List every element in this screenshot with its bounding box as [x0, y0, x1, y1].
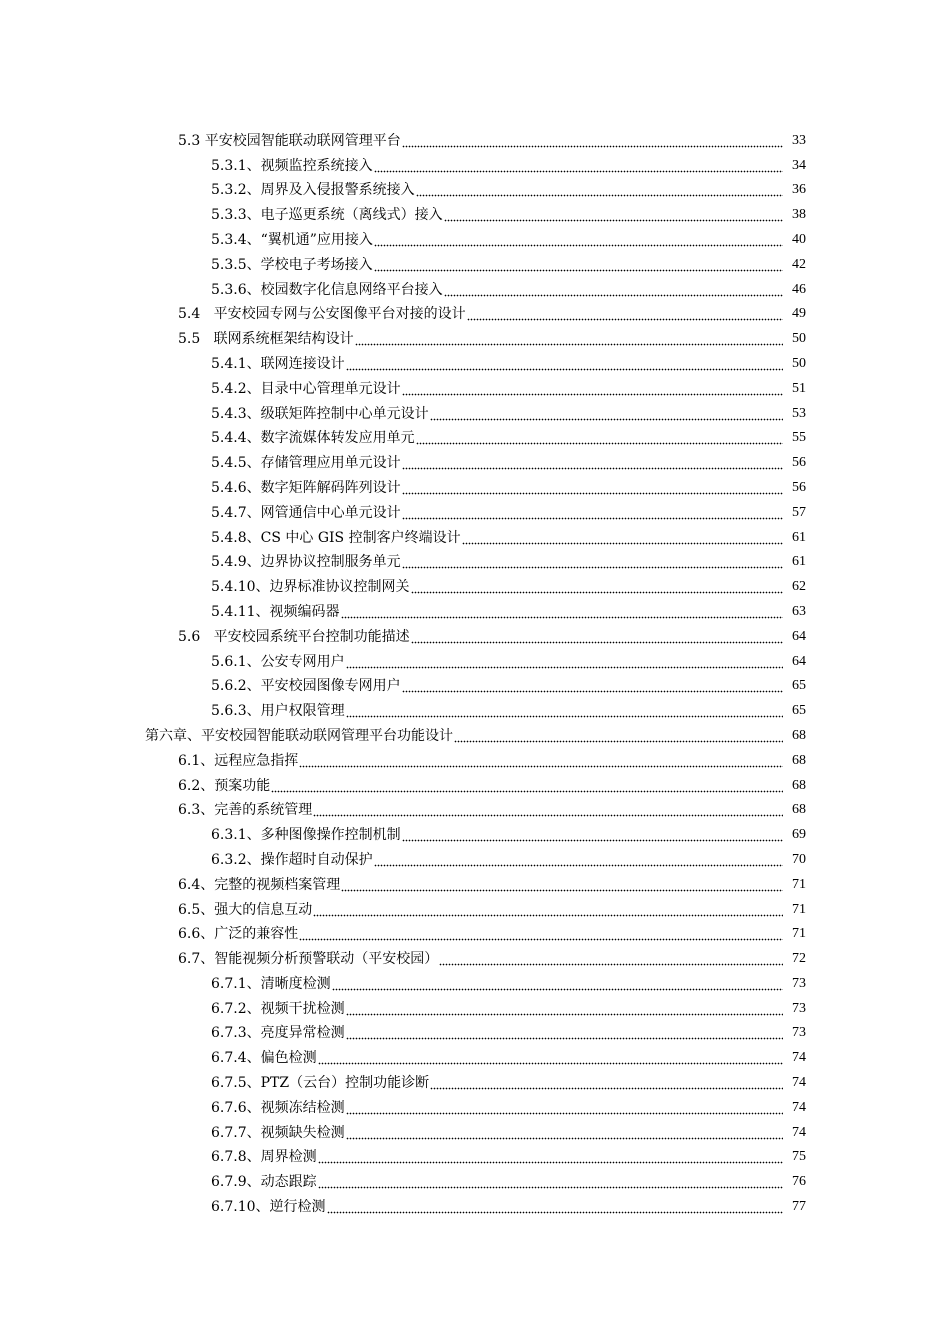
dot-leader	[402, 380, 783, 398]
toc-page-number: 50	[792, 331, 806, 347]
toc-entry-title: 5.6.1、公安专网用户	[211, 653, 345, 670]
toc-entry[interactable]	[0, 497, 950, 522]
toc-entry-title: 6.3.2、操作超时自动保护	[211, 851, 373, 868]
toc-entry-title: 6.6、广泛的兼容性	[178, 926, 299, 943]
toc-entry[interactable]	[0, 646, 950, 671]
toc-entry-title: 6.7.6、视频冻结检测	[211, 1099, 345, 1116]
toc-entry[interactable]	[0, 671, 950, 696]
toc-entry[interactable]	[0, 844, 950, 869]
toc-entry-title: 5.6 平安校园系统平台控制功能描述	[178, 628, 410, 645]
toc-entry[interactable]	[0, 299, 950, 324]
toc-page-number: 46	[792, 281, 806, 297]
toc-page-number: 72	[792, 951, 806, 967]
toc-entry-title: 6.4、完整的视频档案管理	[178, 876, 341, 893]
toc-entry[interactable]	[0, 274, 950, 299]
dot-leader	[402, 454, 783, 472]
dot-leader	[346, 355, 783, 373]
toc-entry[interactable]	[0, 447, 950, 472]
toc-entry[interactable]	[0, 175, 950, 200]
dot-leader	[271, 777, 783, 795]
toc-entry-title: 5.4.1、联网连接设计	[211, 355, 345, 372]
toc-page-number: 68	[792, 727, 806, 743]
toc-page-number: 75	[792, 1149, 806, 1165]
toc-entry-title: 6.3、完善的系统管理	[178, 802, 313, 819]
toc-entry[interactable]	[0, 150, 950, 175]
toc-page-number: 42	[792, 256, 806, 272]
toc-entry-title: 5.4.6、数字矩阵解码阵列设计	[211, 479, 401, 496]
toc-entry[interactable]	[0, 323, 950, 348]
toc-entry[interactable]	[0, 348, 950, 373]
dot-leader	[454, 727, 783, 745]
toc-page-number: 36	[792, 182, 806, 198]
toc-entry-title: 6.7.5、PTZ（云台）控制功能诊断	[211, 1075, 430, 1092]
toc-page-number: 71	[792, 901, 806, 917]
toc-entry[interactable]	[0, 472, 950, 497]
toc-entry-title: 6.7.9、动态跟踪	[211, 1174, 317, 1191]
toc-page-number: 34	[792, 157, 806, 173]
toc-entry-title: 6.7.7、视频缺失检测	[211, 1124, 345, 1141]
dot-leader	[439, 950, 783, 968]
toc-entry-title: 5.3.5、学校电子考场接入	[211, 256, 373, 273]
toc-entry[interactable]	[0, 621, 950, 646]
toc-page-number: 74	[792, 1124, 806, 1140]
toc-page-number: 61	[792, 554, 806, 570]
toc-entry[interactable]	[0, 869, 950, 894]
dot-leader	[318, 1148, 783, 1166]
toc-entry[interactable]	[0, 894, 950, 919]
dot-leader	[332, 975, 783, 993]
dot-leader	[341, 603, 783, 621]
dot-leader	[313, 801, 783, 819]
toc-entry-title: 5.4.2、目录中心管理单元设计	[211, 380, 401, 397]
toc-page-number: 74	[792, 1050, 806, 1066]
toc-entry[interactable]	[0, 745, 950, 770]
toc-entry[interactable]	[0, 224, 950, 249]
toc-page-number: 68	[792, 777, 806, 793]
toc-entry-title: 5.4.10、边界标准协议控制网关	[211, 579, 410, 596]
toc-entry-title: 6.7.2、视频干扰检测	[211, 1000, 345, 1017]
toc-page-number: 70	[792, 851, 806, 867]
toc-entry[interactable]	[0, 1067, 950, 1092]
dot-leader	[374, 256, 783, 274]
toc-page-number: 62	[792, 579, 806, 595]
toc-entry[interactable]	[0, 1166, 950, 1191]
toc-page-number: 55	[792, 430, 806, 446]
toc-entry-title: 6.7、智能视频分析预警联动（平安校园）	[178, 951, 439, 968]
toc-page-number: 49	[792, 306, 806, 322]
toc-entry[interactable]	[0, 596, 950, 621]
dot-leader	[411, 578, 783, 596]
toc-entry-title: 5.3 平安校园智能联动联网管理平台	[178, 132, 401, 149]
toc-entry-title: 5.4.9、边界协议控制服务单元	[211, 554, 401, 571]
toc-entry[interactable]	[0, 695, 950, 720]
toc-entry-title: 5.4.3、级联矩阵控制中心单元设计	[211, 405, 429, 422]
dot-leader	[402, 504, 783, 522]
dot-leader	[467, 305, 783, 323]
toc-page-number: 73	[792, 1000, 806, 1016]
dot-leader	[402, 826, 783, 844]
toc-page-number: 76	[792, 1174, 806, 1190]
toc-page-number: 53	[792, 405, 806, 421]
toc-entry-title: 5.4.4、数字流媒体转发应用单元	[211, 430, 415, 447]
dot-leader	[313, 901, 783, 919]
dot-leader	[402, 677, 783, 695]
toc-entry-title: 5.4.5、存储管理应用单元设计	[211, 455, 401, 472]
dot-leader	[299, 925, 783, 943]
dot-leader	[299, 752, 783, 770]
dot-leader	[346, 1124, 783, 1142]
toc-entry-title: 5.5 联网系统框架结构设计	[178, 331, 354, 348]
toc-entry-title: 第六章、平安校园智能联动联网管理平台功能设计	[145, 727, 453, 744]
dot-leader	[411, 628, 783, 646]
dot-leader	[444, 281, 783, 299]
toc-page-number: 64	[792, 653, 806, 669]
toc-entry-title: 5.3.2、周界及入侵报警系统接入	[211, 182, 415, 199]
dot-leader	[374, 231, 783, 249]
toc-entry[interactable]	[0, 547, 950, 572]
table-of-contents	[0, 125, 950, 1216]
toc-page-number: 63	[792, 603, 806, 619]
toc-page-number: 61	[792, 529, 806, 545]
toc-page-number: 69	[792, 827, 806, 843]
toc-page-number: 38	[792, 207, 806, 223]
toc-entry[interactable]	[0, 1042, 950, 1067]
toc-entry[interactable]	[0, 943, 950, 968]
toc-page-number: 40	[792, 231, 806, 247]
dot-leader	[346, 1024, 783, 1042]
toc-page-number: 56	[792, 455, 806, 471]
toc-entry[interactable]	[0, 398, 950, 423]
toc-entry-title: 5.3.6、校园数字化信息网络平台接入	[211, 281, 443, 298]
toc-entry-title: 5.6.3、用户权限管理	[211, 703, 345, 720]
toc-entry-title: 5.6.2、平安校园图像专网用户	[211, 678, 401, 695]
dot-leader	[430, 405, 783, 423]
dot-leader	[402, 132, 783, 150]
toc-entry[interactable]	[0, 571, 950, 596]
dot-leader	[341, 876, 783, 894]
toc-entry-title: 6.7.10、逆行检测	[211, 1199, 326, 1216]
dot-leader	[402, 553, 783, 571]
toc-page-number: 51	[792, 380, 806, 396]
toc-entry-title: 5.4 平安校园专网与公安图像平台对接的设计	[178, 306, 466, 323]
toc-page-number: 33	[792, 132, 806, 148]
toc-page-number: 74	[792, 1075, 806, 1091]
toc-entry-title: 6.7.4、偏色检测	[211, 1050, 317, 1067]
toc-entry[interactable]	[0, 249, 950, 274]
toc-page-number: 56	[792, 479, 806, 495]
toc-entry-title: 5.4.8、CS 中心 GIS 控制客户终端设计	[211, 529, 461, 546]
toc-entry[interactable]	[0, 423, 950, 448]
toc-page-number: 71	[792, 876, 806, 892]
toc-entry[interactable]	[0, 770, 950, 795]
toc-entry[interactable]	[0, 373, 950, 398]
toc-entry-title: 5.3.4、“翼机通”应用接入	[211, 231, 373, 248]
dot-leader	[430, 1074, 783, 1092]
toc-page-number: 71	[792, 926, 806, 942]
toc-page-number: 73	[792, 1025, 806, 1041]
toc-page-number: 77	[792, 1199, 806, 1215]
toc-entry[interactable]	[0, 522, 950, 547]
toc-page-number: 65	[792, 678, 806, 694]
toc-entry-title: 5.3.3、电子巡更系统（离线式）接入	[211, 207, 443, 224]
toc-entry[interactable]	[0, 968, 950, 993]
toc-entry[interactable]	[0, 993, 950, 1018]
toc-page-number: 68	[792, 802, 806, 818]
toc-page-number: 68	[792, 752, 806, 768]
dot-leader	[374, 851, 783, 869]
dot-leader	[416, 429, 783, 447]
toc-entry-title: 6.2、预案功能	[178, 777, 271, 794]
toc-entry[interactable]	[0, 720, 950, 745]
toc-entry-title: 6.7.8、周界检测	[211, 1149, 317, 1166]
toc-entry-title: 5.4.11、视频编码器	[211, 603, 340, 620]
toc-entry[interactable]	[0, 919, 950, 944]
dot-leader	[318, 1049, 783, 1067]
dot-leader	[462, 529, 783, 547]
toc-entry-title: 6.3.1、多种图像操作控制机制	[211, 827, 401, 844]
toc-page-number: 73	[792, 975, 806, 991]
toc-entry[interactable]	[0, 819, 950, 844]
toc-entry[interactable]	[0, 199, 950, 224]
dot-leader	[346, 653, 783, 671]
toc-entry[interactable]	[0, 1191, 950, 1216]
toc-entry[interactable]	[0, 1092, 950, 1117]
toc-entry-title: 6.5、强大的信息互动	[178, 901, 313, 918]
toc-entry[interactable]	[0, 1142, 950, 1167]
dot-leader	[346, 1099, 783, 1117]
dot-leader	[402, 479, 783, 497]
dot-leader	[318, 1173, 783, 1191]
dot-leader	[327, 1198, 783, 1216]
toc-page-number: 64	[792, 628, 806, 644]
toc-page-number: 65	[792, 703, 806, 719]
toc-entry-title: 6.1、远程应急指挥	[178, 752, 299, 769]
toc-entry-title: 5.3.1、视频监控系统接入	[211, 157, 373, 174]
toc-entry-title: 6.7.1、清晰度检测	[211, 975, 331, 992]
dot-leader	[346, 1000, 783, 1018]
toc-entry[interactable]	[0, 795, 950, 820]
dot-leader	[416, 181, 783, 199]
toc-entry-title: 5.4.7、网管通信中心单元设计	[211, 504, 401, 521]
toc-entry[interactable]	[0, 1117, 950, 1142]
dot-leader	[346, 702, 783, 720]
dot-leader	[444, 206, 783, 224]
toc-entry-title: 6.7.3、亮度异常检测	[211, 1025, 345, 1042]
dot-leader	[374, 157, 783, 175]
toc-entry[interactable]	[0, 1018, 950, 1043]
toc-page-number: 74	[792, 1099, 806, 1115]
toc-entry[interactable]	[0, 125, 950, 150]
toc-page-number: 50	[792, 355, 806, 371]
dot-leader	[355, 330, 783, 348]
toc-page-number: 57	[792, 504, 806, 520]
